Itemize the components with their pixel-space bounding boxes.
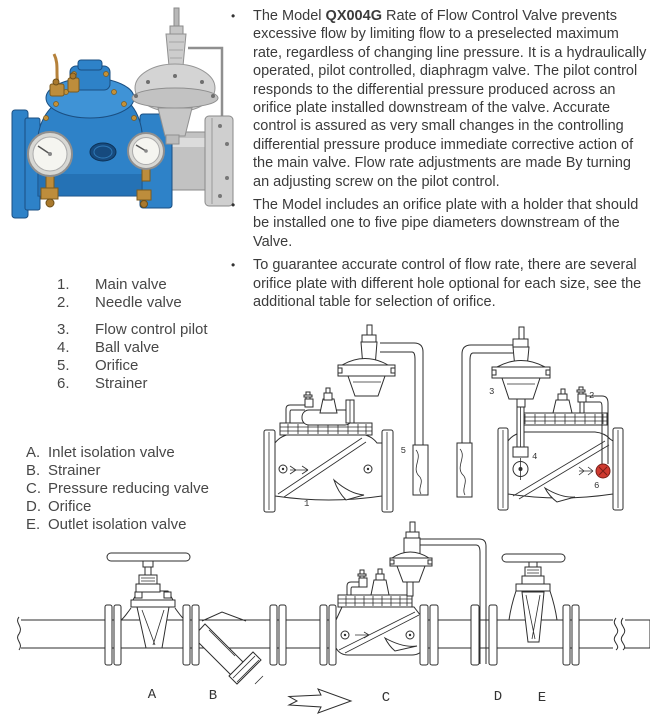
item-number: 4. <box>57 339 70 356</box>
description-bullet-1 <box>231 7 650 191</box>
para1-pre: The Model <box>253 8 326 24</box>
list-item <box>57 357 208 375</box>
item-label: Orifice <box>48 498 92 515</box>
paragraph-2: The Model includes an orifice plate with a holder that should be installed one to five pipe diameters downstream of the Valve. <box>253 197 639 250</box>
item-letter: D. <box>26 498 41 515</box>
item-label: Inlet isolation valve <box>48 444 175 461</box>
list-item <box>57 339 208 357</box>
bullet-icon: • <box>231 198 236 213</box>
paragraph-3: To guarantee accurate control of flow rate, there are several orifice plate with different hole optional for each size, see the additional table for selection of orifice. <box>253 257 642 311</box>
para1-post: Rate of Flow Control Valve prevents excessive flow by limiting flow to a preselected maximum rate, regardless of changing line pressure. It is a hydraulically operated, pilot controlled, diaphragm valve. The pilot control responds to the differential pressure produced across an orifice plate installed downstream of the valve. Accurate control is assured as very small changes in the controlling differential pressure produce immediate corrective action of the main valve. Flow rate adjustments are made By turning an adjusting screw on the pilot control. <box>253 8 647 190</box>
label-orifice: 5 <box>400 446 406 456</box>
item-label: Main valve <box>95 276 167 293</box>
orifice-plate-holder <box>457 443 472 497</box>
numbered-parts-list <box>57 276 208 393</box>
description-bullet-3 <box>231 256 650 311</box>
nameplate-emblem <box>90 143 116 161</box>
bullet-icon: • <box>231 9 236 23</box>
model-number: QX004G <box>325 8 382 24</box>
label-e: E <box>537 690 547 706</box>
list-item <box>57 276 208 294</box>
pilot-drawing <box>492 327 550 407</box>
item-label: Ball valve <box>95 339 160 356</box>
item-number: 2. <box>57 294 70 311</box>
paragraph-1 <box>253 7 650 191</box>
label-needle: 2 <box>589 391 595 401</box>
diagram-valve-with-orifice <box>250 312 434 514</box>
list-item <box>57 375 208 393</box>
item-label: Needle valve <box>95 294 182 311</box>
item-number: 6. <box>57 375 70 392</box>
description-text-block <box>231 7 650 317</box>
item-label: Strainer <box>48 462 101 479</box>
list-item <box>26 480 209 498</box>
diagram-valve-mirrored <box>445 308 652 520</box>
item-letter: C. <box>26 480 41 497</box>
label-c: C <box>381 690 391 706</box>
brass-fittings <box>50 54 79 96</box>
gate-valve-a <box>105 553 199 665</box>
item-number: 3. <box>57 321 70 338</box>
item-label: Orifice <box>95 357 139 374</box>
label-d: D <box>493 689 503 705</box>
item-letter: E. <box>26 516 41 533</box>
item-letter: B. <box>26 462 41 479</box>
product-photo <box>8 4 248 266</box>
item-number: 1. <box>57 276 70 293</box>
main-valve-drawing <box>264 388 393 512</box>
bullet-icon: • <box>231 258 236 273</box>
list-item <box>26 444 209 462</box>
description-bullet-2 <box>231 196 650 251</box>
label-ball-valve: 4 <box>532 452 538 462</box>
list-item <box>26 462 209 480</box>
flow-direction-arrow <box>289 689 351 713</box>
control-valve-c <box>320 522 438 665</box>
label-b: B <box>208 688 218 704</box>
installation-schematic <box>5 518 650 724</box>
item-letter: A. <box>26 444 41 461</box>
label-pilot: 3 <box>489 387 495 397</box>
dome-cap <box>78 60 102 70</box>
item-label: Flow control pilot <box>95 321 208 338</box>
list-item <box>26 498 209 516</box>
item-label: Pressure reducing valve <box>48 480 209 497</box>
orifice-plate-holder <box>413 445 428 495</box>
label-strainer: 6 <box>594 481 600 491</box>
label-a: A <box>147 687 157 703</box>
list-item <box>57 294 208 312</box>
item-label: Strainer <box>95 375 148 392</box>
list-item <box>57 321 208 339</box>
item-label: Outlet isolation valve <box>48 516 187 533</box>
item-number: 5. <box>57 357 70 374</box>
label-main-valve: 1 <box>304 499 310 509</box>
pilot-drawing <box>338 325 395 423</box>
